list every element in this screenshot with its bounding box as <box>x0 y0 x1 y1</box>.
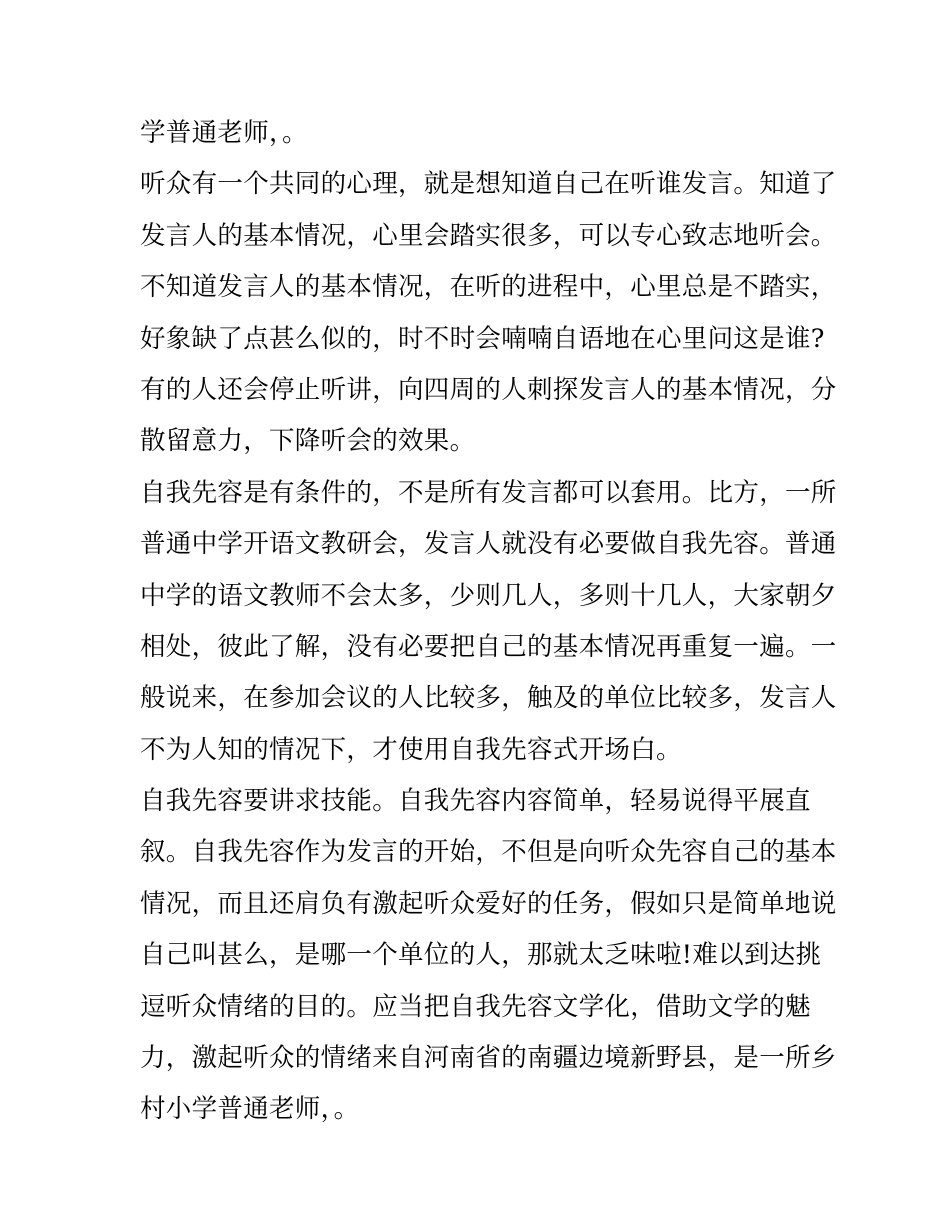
text-line: 中学的语文教师不会太多，少则几人，多则十几人，大家朝夕 <box>140 580 837 611</box>
text-line: 不知道发言人的基本情况，在听的进程中，心里总是不踏实， <box>140 272 837 303</box>
text-line: 情况，而且还肩负有激起听众爱好的任务，假如只是简单地说 <box>140 888 837 919</box>
body-text <box>140 108 837 1136</box>
text-line: 力，激起听众的情绪来自河南省的南疆边境新野县，是一所乡 <box>140 1043 837 1074</box>
text-line: 散留意力，下降听会的效果。 <box>140 426 476 457</box>
text-line: 相处，彼此了解，没有必要把自己的基本情况再重复一遍。一 <box>140 631 837 662</box>
text-line: 有的人还会停止听讲，向四周的人刺探发言人的基本情况，分 <box>140 374 837 405</box>
text-line: 般说来，在参加会议的人比较多，触及的单位比较多，发言人 <box>140 683 837 714</box>
text-line: 叙。自我先容作为发言的开始，不但是向听众先容自己的基本 <box>140 837 837 868</box>
text-line: 自我先容要讲求技能。自我先容内容简单，轻易说得平展直 <box>140 786 811 817</box>
text-line: 发言人的基本情况，心里会踏实很多，可以专心致志地听会。 <box>140 220 837 251</box>
text-line: 学普通老师，。 <box>140 118 308 148</box>
text-line: 自己叫甚么，是哪一个单位的人，那就太乏味啦!难以到达挑 <box>140 940 822 971</box>
text-line: 听众有一个共同的心理，就是想知道自己在听谁发言。知道了 <box>140 169 837 200</box>
text-line: 好象缺了点甚么似的，时不时会喃喃自语地在心里问这是谁? <box>140 323 825 354</box>
text-line: 村小学普通老师，。 <box>140 1094 360 1125</box>
text-line: 不为人知的情况下，才使用自我先容式开场白。 <box>140 734 682 765</box>
text-line: 逗听众情绪的目的。应当把自我先容文学化，借助文学的魅 <box>140 991 811 1022</box>
text-line: 自我先容是有条件的，不是所有发言都可以套用。比方，一所 <box>140 477 837 508</box>
text-line: 普通中学开语文教研会，发言人就没有必要做自我先容。普通 <box>140 529 837 560</box>
